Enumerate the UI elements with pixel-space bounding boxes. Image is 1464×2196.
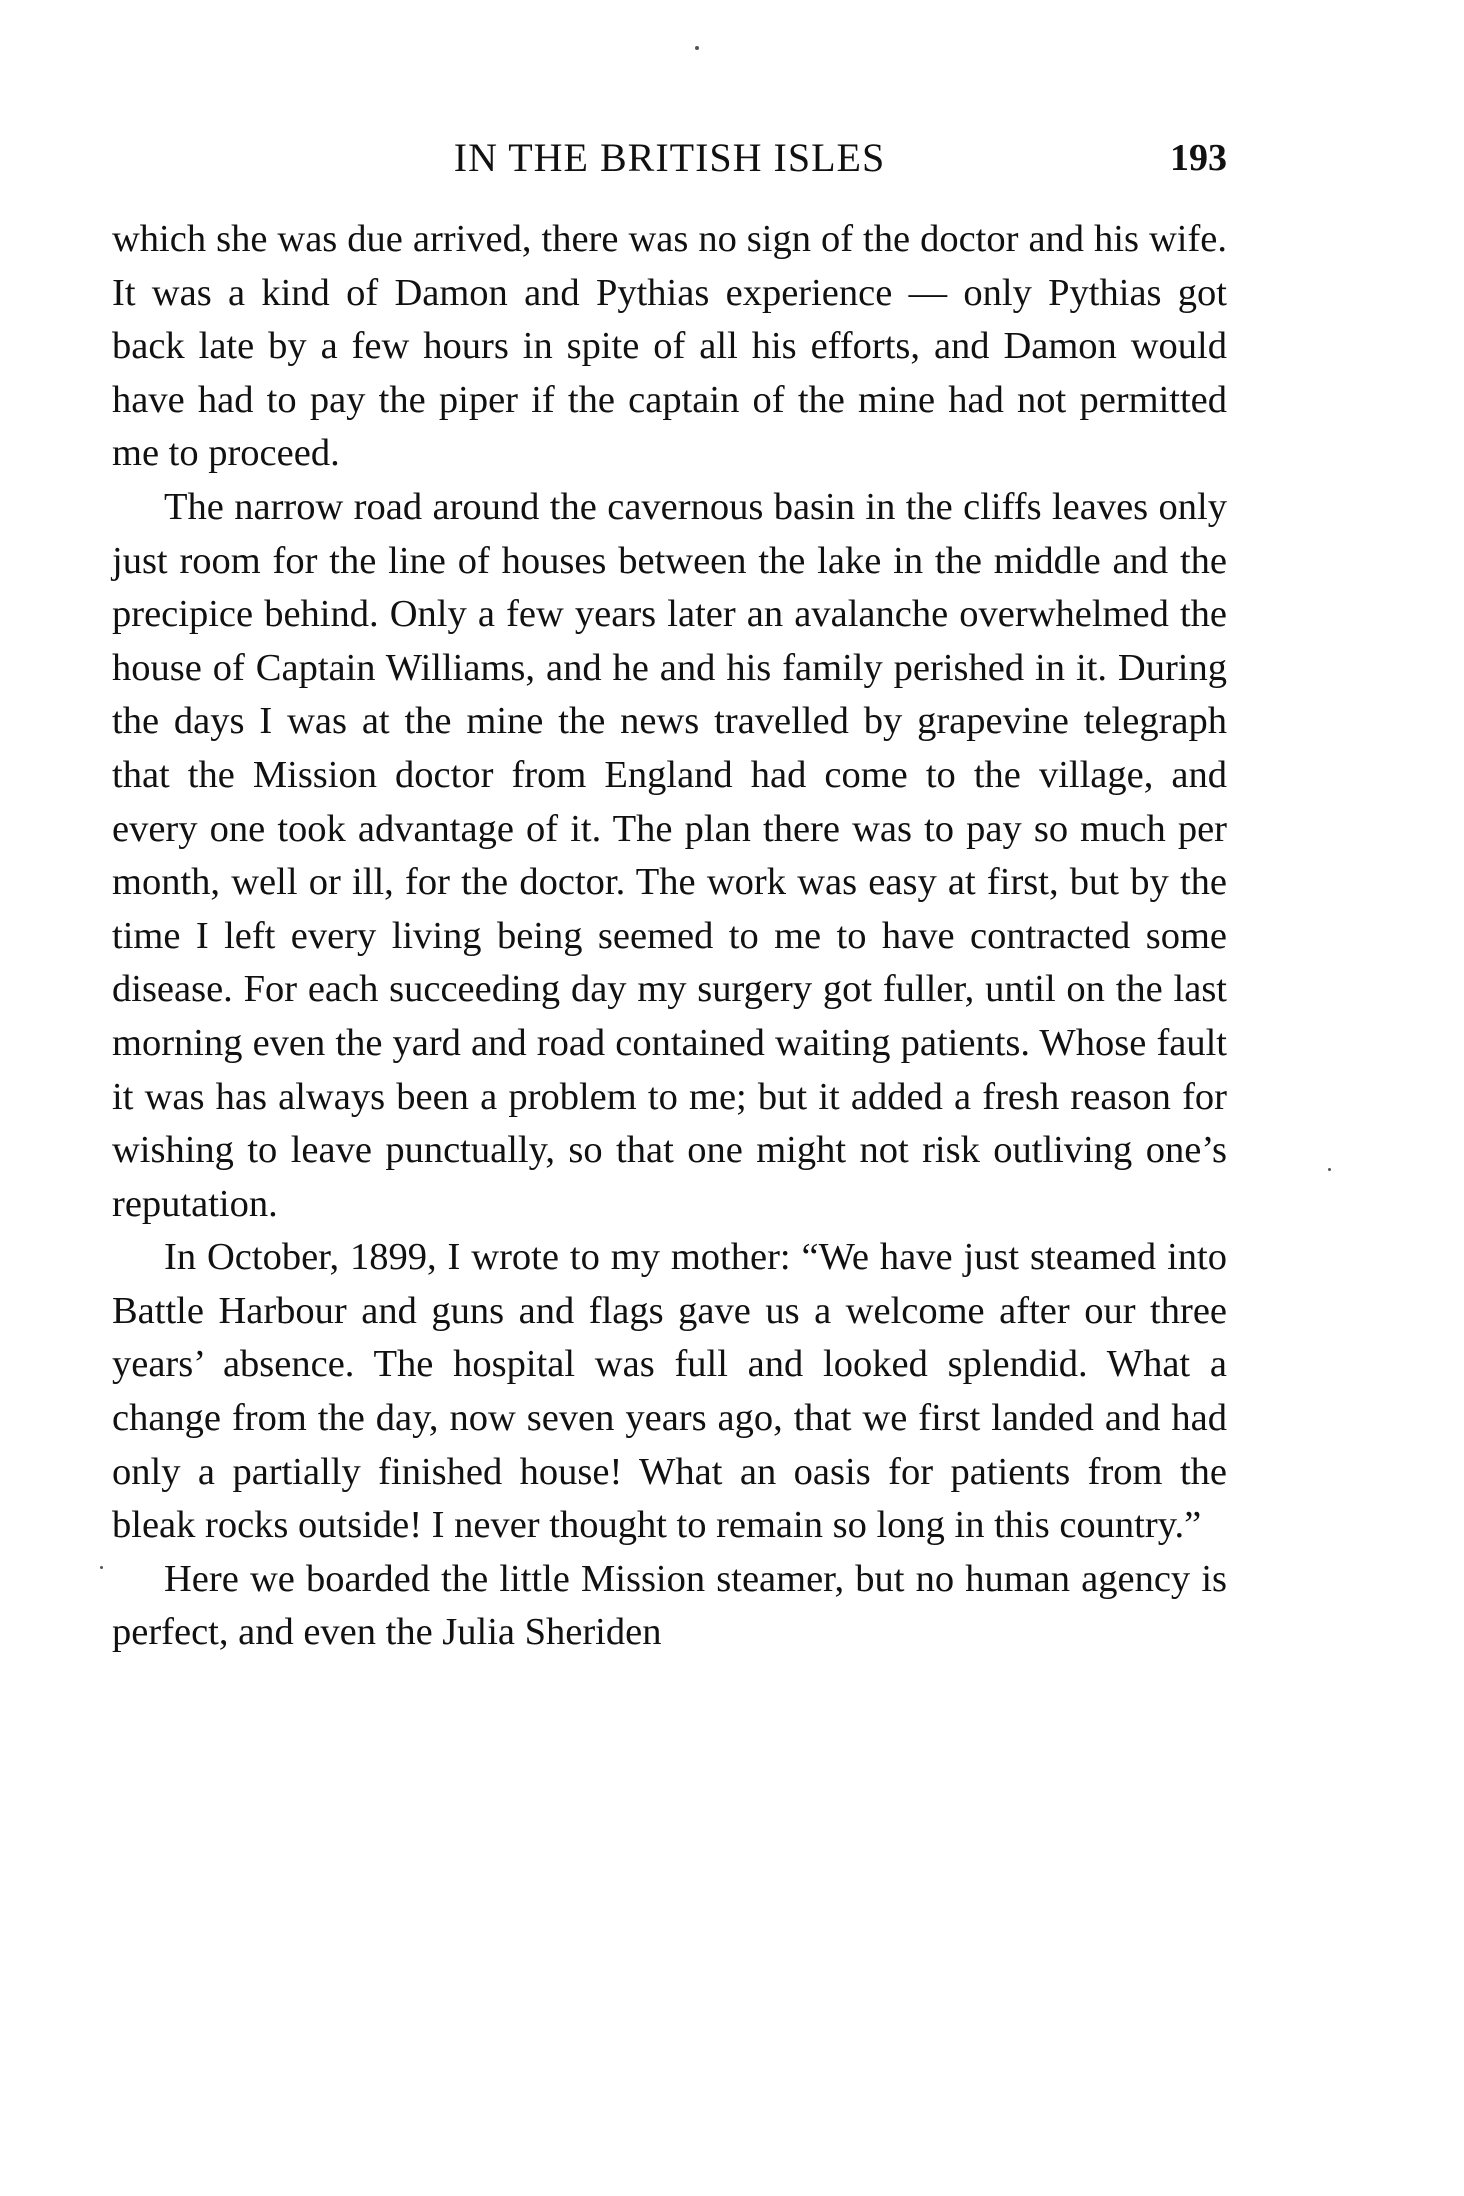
paragraph-3: In October, 1899, I wrote to my mother: “We have just steamed into Battle Harbour and guns and flags gave us a welcome after our three years’ absence. The hospital was full and looked splendid. What a change from the day, now seven years ago, that we first landed and had only a partially finished house! What an oasis for patients from the bleak rocks outside! I never thought to remain so long in this country.” [112,1236,1227,1547]
scan-speck [100,1566,103,1569]
paragraph-1: which she was due arrived, there was no sign of the doctor and his wife. It was a kind of Damon and Pythias experience — only Pythias got back late by a few hours in spite of all his efforts, and Damon would have had to pay the piper if the captain of the mine had not permitted me to proceed. [112,218,1227,475]
body-text [112,213,1227,1660]
page-header [112,128,1227,188]
paragraph-4: Here we boarded the little Mission steamer, but no human agency is perfect, and even the Julia Sheriden [112,1557,1227,1654]
paragraph-2: The narrow road around the cavernous basin in the cliffs leaves only just room for the line of houses between the lake in the middle and the precipice behind. Only a few years later an avalanche overwhelmed the house of Captain Williams, and he and his family perished in it. During the days I was at the mine the news travelled by grapevine telegraph that the Mission doctor from England had come to the village, and every one took advantage of it. The plan there was to pay so much per month, well or ill, for the doctor. The work was easy at first, but by the time I left every living being seemed to me to have contracted some disease. For each succeeding day my surgery got fuller, until on the last morning even the yard and road contained waiting patients. Whose fault it was has always been a problem to me; but it added a fresh reason for wishing to leave punctually, so that one might not risk outliving one’s reputation. [112,485,1227,1225]
scan-speck [695,46,699,50]
running-head: IN THE BRITISH ISLES [453,135,886,180]
scan-speck [1328,1168,1331,1171]
page-number: 193 [1170,137,1227,179]
